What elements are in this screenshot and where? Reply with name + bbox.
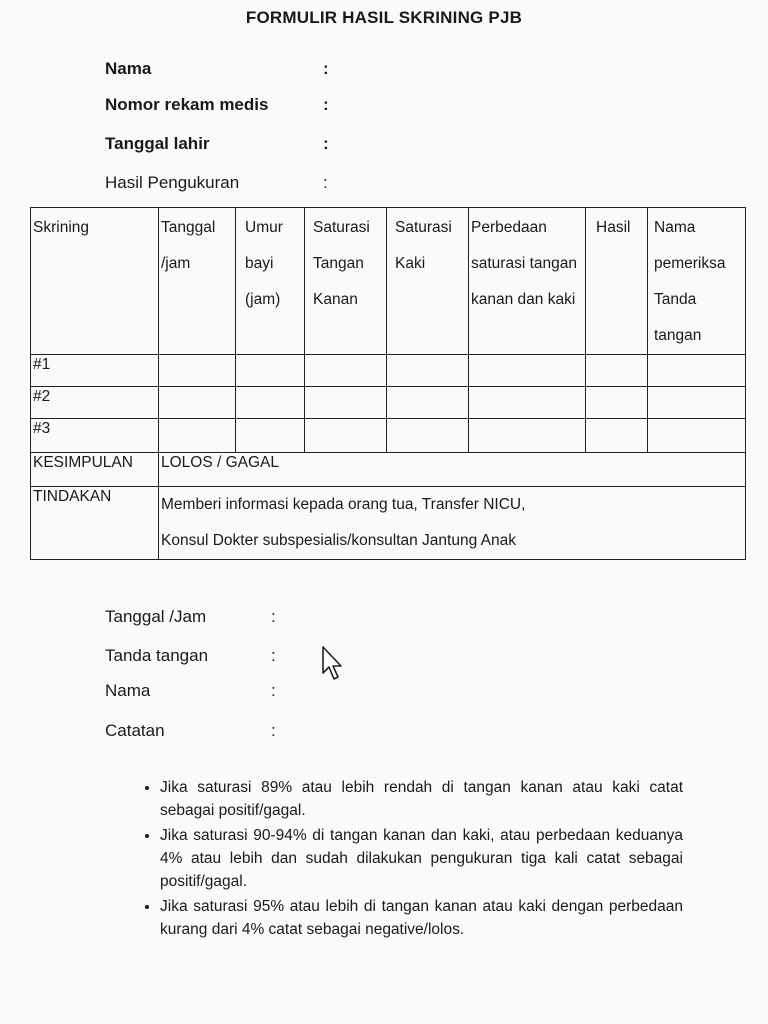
table-row xyxy=(31,387,746,419)
row-label: #3 xyxy=(31,419,159,453)
cell-input[interactable] xyxy=(469,419,586,453)
row-label: #1 xyxy=(31,355,159,387)
field-nomor-rekam-medis-colon: : xyxy=(323,95,329,114)
footer-catatan-label: Catatan xyxy=(105,721,165,740)
cell-input[interactable] xyxy=(586,387,648,419)
note-item: • Jika saturasi 90-94% di tangan kanan dan kaki, atau perbedaan keduanya 4% atau lebih dan sudah dilakukan pengukuran tiga kali catat sebagai positif/gagal. xyxy=(160,824,683,893)
kesimpulan-label: KESIMPULAN xyxy=(31,453,159,487)
cell-input[interactable] xyxy=(586,355,648,387)
cell-input[interactable] xyxy=(648,419,746,453)
footer-tanda-tangan xyxy=(105,646,276,666)
cell-input[interactable] xyxy=(305,419,387,453)
kesimpulan-value: LOLOS / GAGAL xyxy=(159,453,746,487)
cell-input[interactable] xyxy=(469,355,586,387)
cell-input[interactable] xyxy=(387,419,469,453)
header-umur-bayi: Umur bayi (jam) xyxy=(236,208,305,355)
header-tanggal-jam: Tanggal /jam xyxy=(159,208,236,355)
cell-input[interactable] xyxy=(648,387,746,419)
field-nama-colon: : xyxy=(323,59,329,78)
footer-tanda-tangan-colon: : xyxy=(271,646,276,665)
tindakan-row xyxy=(31,487,746,560)
cell-input[interactable] xyxy=(586,419,648,453)
footer-catatan xyxy=(105,721,276,741)
header-saturasi-kaki: Saturasi Kaki xyxy=(387,208,469,355)
footer-nama-label: Nama xyxy=(105,681,151,700)
cell-input[interactable] xyxy=(387,355,469,387)
field-tanggal-lahir-label: Tanggal lahir xyxy=(105,134,210,153)
footer-tanda-tangan-label: Tanda tangan xyxy=(105,646,209,665)
tindakan-line-2: Konsul Dokter subspesialis/konsultan Jantung Anak xyxy=(161,532,516,549)
cell-input[interactable] xyxy=(236,355,305,387)
field-hasil-pengukuran-colon: : xyxy=(323,173,328,192)
field-tanggal-lahir xyxy=(105,134,329,154)
field-nomor-rekam-medis-label: Nomor rekam medis xyxy=(105,95,269,114)
table-row xyxy=(31,355,746,387)
header-skrining: Skrining xyxy=(31,208,159,355)
cell-input[interactable] xyxy=(159,419,236,453)
field-nama xyxy=(105,59,329,79)
cell-input[interactable] xyxy=(236,387,305,419)
cell-input[interactable] xyxy=(469,387,586,419)
tindakan-line-1: Memberi informasi kepada orang tua, Transfer NICU, xyxy=(161,496,526,513)
field-tanggal-lahir-colon: : xyxy=(323,134,329,153)
field-hasil-pengukuran-label: Hasil Pengukuran xyxy=(105,173,240,192)
cell-input[interactable] xyxy=(236,419,305,453)
header-nama-pemeriksa: Nama pemeriksa Tanda tangan xyxy=(648,208,746,355)
cell-input[interactable] xyxy=(159,387,236,419)
field-hasil-pengukuran xyxy=(105,173,328,193)
cell-input[interactable] xyxy=(305,387,387,419)
field-nama-label: Nama xyxy=(105,59,152,78)
note-item: • Jika saturasi 89% atau lebih rendah di tangan kanan atau kaki catat sebagai positif/gagal. xyxy=(160,776,683,822)
cell-input[interactable] xyxy=(159,355,236,387)
footer-nama-colon: : xyxy=(271,681,276,700)
cell-input[interactable] xyxy=(305,355,387,387)
footer-tanggal-jam-label: Tanggal /Jam xyxy=(105,607,207,626)
header-perbedaan-saturasi: Perbedaan saturasi tangan kanan dan kaki xyxy=(469,208,586,355)
footer-tanggal-jam-colon: : xyxy=(271,607,276,626)
tindakan-label: TINDAKAN xyxy=(31,487,159,560)
table-row xyxy=(31,419,746,453)
table-header-row xyxy=(31,208,746,355)
row-label: #2 xyxy=(31,387,159,419)
kesimpulan-row xyxy=(31,453,746,487)
note-item: • Jika saturasi 95% atau lebih di tangan kanan atau kaki dengan perbedaan kurang dari 4% catat sebagai negative/lolos. xyxy=(160,895,683,941)
cell-input[interactable] xyxy=(648,355,746,387)
footer-nama xyxy=(105,681,276,701)
screening-table xyxy=(30,207,746,560)
header-hasil: Hasil xyxy=(586,208,648,355)
header-saturasi-tangan-kanan: Saturasi Tangan Kanan xyxy=(305,208,387,355)
footer-tanggal-jam xyxy=(105,607,276,627)
field-nomor-rekam-medis xyxy=(105,95,329,115)
notes-list xyxy=(130,776,683,943)
tindakan-value xyxy=(159,487,746,560)
footer-catatan-colon: : xyxy=(271,721,276,740)
form-title: FORMULIR HASIL SKRINING PJB xyxy=(245,8,523,27)
mouse-pointer-icon xyxy=(322,646,344,682)
cell-input[interactable] xyxy=(387,387,469,419)
